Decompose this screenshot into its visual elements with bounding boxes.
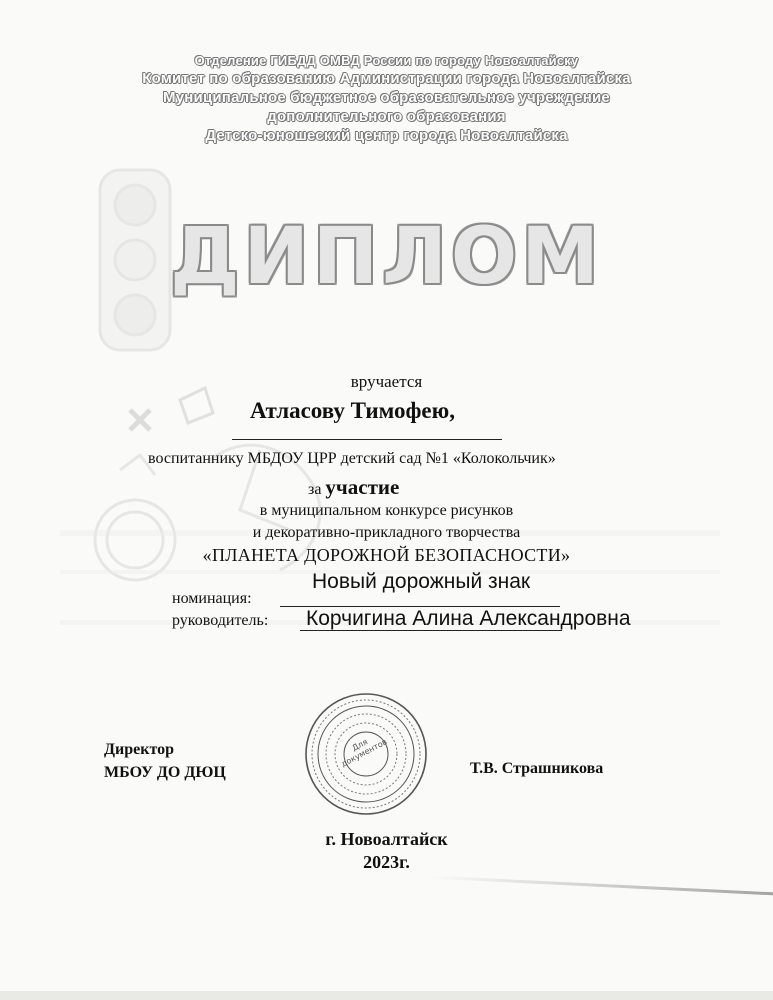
issuer-header xyxy=(0,52,773,145)
stamp-center-text: Для документов xyxy=(339,737,389,769)
leader-underline xyxy=(300,630,562,631)
issuer-line: Муниципальное бюджетное образовательное учреждение xyxy=(163,89,610,106)
participation-prefix: за xyxy=(308,481,326,498)
participation-word: участие xyxy=(325,475,400,499)
nomination-label: номинация: xyxy=(172,590,252,607)
issuer-line: Комитет по образованию Администрации города Новоалтайска xyxy=(142,70,631,87)
contest-line-2: и декоративно-прикладного творчества xyxy=(252,524,521,541)
issuer-line: дополнительного образования xyxy=(267,108,506,125)
director-position xyxy=(104,738,226,784)
diploma-title: ДИПЛОМ xyxy=(170,212,603,302)
scan-bottom-band xyxy=(0,991,773,1000)
issue-year: 2023г. xyxy=(363,852,410,872)
leader-label: руководитель: xyxy=(172,612,269,629)
issuer-line: Отделение ГИБДД ОМВД России по городу Новоалтайску xyxy=(194,53,579,68)
contest-line-1: в муниципальном конкурсе рисунков xyxy=(259,502,514,519)
signer-name: Т.В. Страшникова xyxy=(470,760,604,777)
contest-name: «ПЛАНЕТА ДОРОЖНОЙ БЕЗОПАСНОСТИ» xyxy=(202,545,571,565)
issuer-line: Детско-юношеский центр города Новоалтайска xyxy=(205,127,568,144)
nomination-value: Новый дорожный знак xyxy=(312,570,531,593)
awarded-text: вручается xyxy=(350,372,423,391)
leader-value: Корчигина Алина Александровна xyxy=(306,607,631,630)
director-position-line-1: Директор xyxy=(104,741,174,758)
scan-shadow xyxy=(430,876,773,896)
pupil-of-text: воспитаннику МБДОУ ЦРР детский сад №1 «Колокольчик» xyxy=(148,450,556,467)
director-position-line-2: МБОУ ДО ДЮЦ xyxy=(104,764,226,781)
issue-city: г. Новоалтайск xyxy=(325,829,448,849)
recipient-underline xyxy=(232,439,502,440)
recipient-name: Атласову Тимофею, xyxy=(250,398,455,423)
participation-text xyxy=(308,475,399,500)
